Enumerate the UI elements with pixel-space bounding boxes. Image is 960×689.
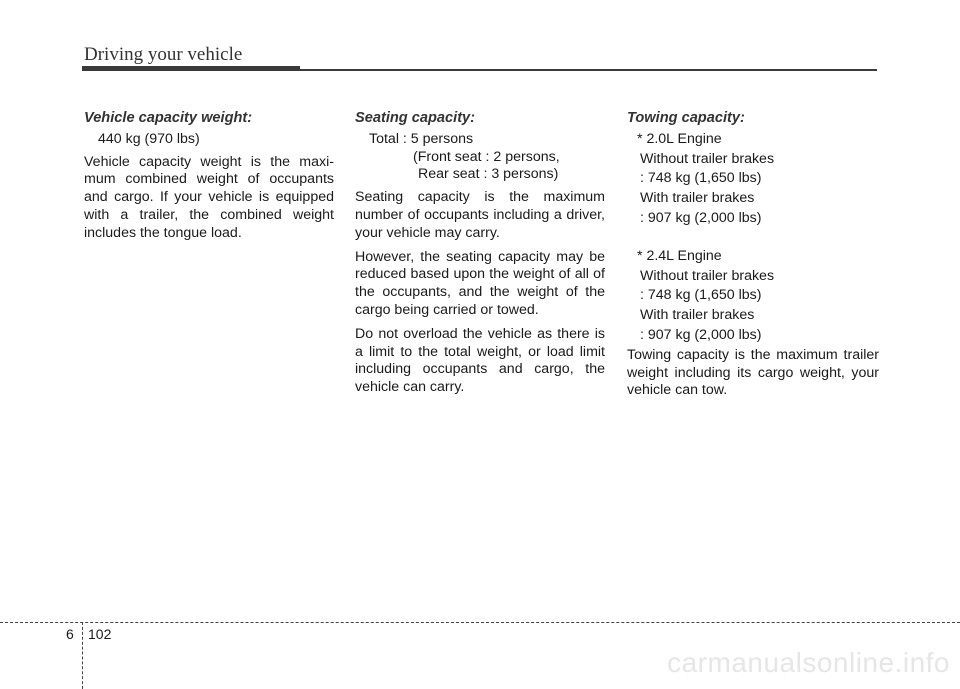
capacity-weight-value: 440 kg (970 lbs) [98,130,200,147]
towing-with-value-24: : 907 kg (2,000 lbs) [640,326,762,343]
towing-with-value-20: : 907 kg (2,000 lbs) [640,209,762,226]
page-number: 102 [88,626,112,642]
seating-para-3: Do not overload the vehicle as there is a limit to the total weight, or load limit including occupants and cargo, the vehicle can carry. [355,325,605,396]
footer-dashed-rule [0,622,960,623]
towing-with-label-20: With trailer brakes [640,190,755,207]
towing-without-label-24: Without trailer brakes [640,267,775,284]
column-towing-capacity [627,110,879,400]
towing-engine-20: * 2.0L Engine [637,130,722,147]
footer-vertical-rule [82,622,83,689]
towing-with-label-24: With trailer brakes [640,307,755,324]
seating-para-2: However, the seating capacity may be reduced based upon the weight of all of the occupants, and the weight of the cargo being carried or towed. [355,248,605,318]
header-rule-thick [82,66,300,71]
watermark-text: carmanualsonline.info [667,647,950,678]
page-header-title: Driving your vehicle [84,44,243,65]
towing-without-label-20: Without trailer brakes [640,150,775,167]
towing-without-value-20: : 748 kg (1,650 lbs) [640,170,762,187]
header-rule-thin [300,69,877,71]
seating-heading: Seating capacity: [355,110,476,126]
column-capacity-weight [84,110,334,249]
capacity-weight-text: Vehicle capacity weight is the maxi-mum combined weight of occupants and cargo. If your vehicle is equipped with a trailer, the combined weight includes the tongue load. [84,153,334,241]
column-seating-capacity [355,110,605,403]
towing-heading: Towing capacity: [627,110,745,126]
capacity-weight-heading: Vehicle capacity weight: [84,110,253,126]
towing-without-value-24: : 748 kg (1,650 lbs) [640,287,762,304]
seating-total: Total : 5 persons [369,130,474,147]
seating-rear: Rear seat : 3 persons) [418,166,559,183]
chapter-number: 6 [66,626,74,642]
towing-engine-24: * 2.4L Engine [637,247,722,264]
seating-front: (Front seat : 2 persons, [413,148,560,165]
towing-text: Towing capacity is the maximum trailer weight including its cargo weight, your vehicle can tow. [627,346,879,399]
towing-spacer [627,230,879,248]
seating-para-1: Seating capacity is the maximum number of occupants including a driver, your vehicle may carry. [355,189,605,241]
